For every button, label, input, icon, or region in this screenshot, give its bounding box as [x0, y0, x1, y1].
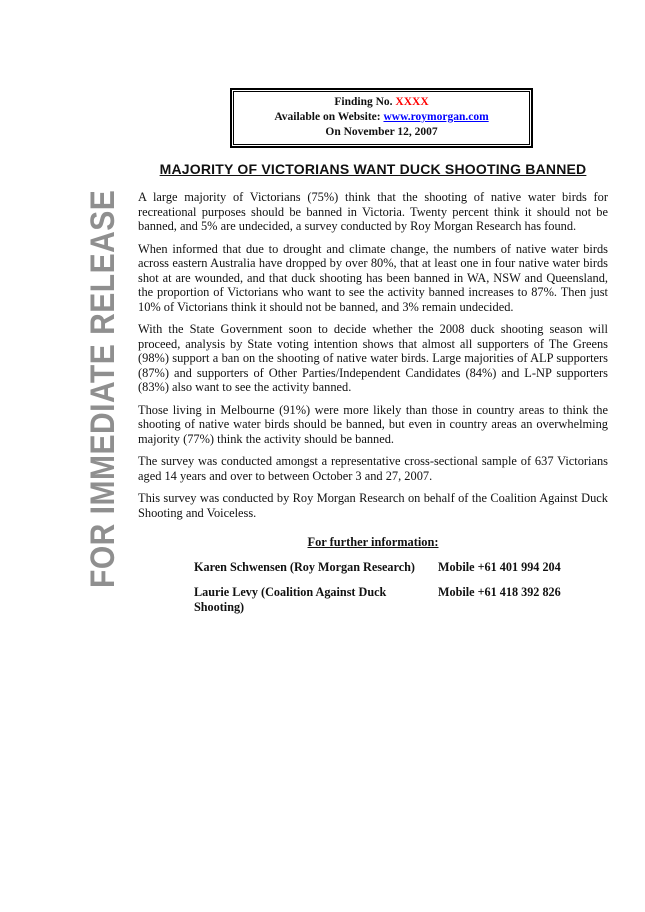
article-paragraph-6: This survey was conducted by Roy Morgan Research on behalf of the Coalition Against Duck Shooting and Voiceless.: [138, 491, 608, 520]
finding-number-value: XXXX: [395, 96, 429, 108]
contact-row-1: [194, 560, 608, 575]
article-content: [138, 161, 608, 615]
contact-phone: Mobile +61 418 392 826: [438, 585, 561, 599]
article-paragraph-5: The survey was conducted amongst a representative cross-sectional sample of 637 Victorians aged 14 years and over to between October 3 and 27, 2007.: [138, 454, 608, 483]
for-immediate-release-watermark: FOR IMMEDIATE RELEASE: [84, 189, 122, 588]
contact-row-2: [194, 585, 608, 615]
contact-phone: Mobile +61 401 994 204: [438, 560, 561, 574]
contact-heading: For further information:: [307, 535, 439, 549]
website-line: [236, 110, 527, 125]
website-label: Available on Website:: [274, 111, 384, 123]
article-paragraph-3: With the State Government soon to decide whether the 2008 duck shooting season will proceed, analysis by State voting intention shows that almost all supporters of The Greens (98%) support a ban on the shooting of native water birds. Large majorities of ALP supporters (87%) and supporters of Other Parties/Independent Candidates (84%) and L-NP supporters (83%) also want to see the activity banned.: [138, 322, 608, 394]
contact-name: Laurie Levy (Coalition Against Duck Shooting): [194, 585, 387, 614]
article-paragraph-1: A large majority of Victorians (75%) think that the shooting of native water birds for recreational purposes should be banned in Victoria. Twenty percent think it should not be banned, and 5% are undecided, a survey conducted by Roy Morgan Research has found.: [138, 190, 608, 233]
finding-number-line: [236, 95, 527, 110]
article-title: MAJORITY OF VICTORIANS WANT DUCK SHOOTING BANNED: [159, 161, 587, 177]
website-link[interactable]: www.roymorgan.com: [383, 111, 489, 123]
article-paragraph-2: When informed that due to drought and climate change, the numbers of native water birds across eastern Australia have dropped by over 80%, that at least one in four native water birds shot at are wounded, and that duck shooting has been banned in WA, NSW and Queensland, the proportion of Victorians who want to see the activity banned increases to 87%. Then just 10% of Victorians think it should not be banned, and 3% remain undecided.: [138, 241, 608, 314]
article-paragraph-4: Those living in Melbourne (91%) were more likely than those in country areas to think the shooting of native water birds should be banned, but even in country areas an overwhelming majority (77%) think the activity should be banned.: [138, 402, 608, 446]
contact-name: Karen Schwensen (Roy Morgan Research): [194, 560, 415, 574]
release-date-line: On November 12, 2007: [325, 126, 438, 138]
finding-box-inner: [233, 91, 530, 145]
finding-box: [230, 88, 533, 148]
finding-number-label: Finding No.: [334, 96, 396, 108]
